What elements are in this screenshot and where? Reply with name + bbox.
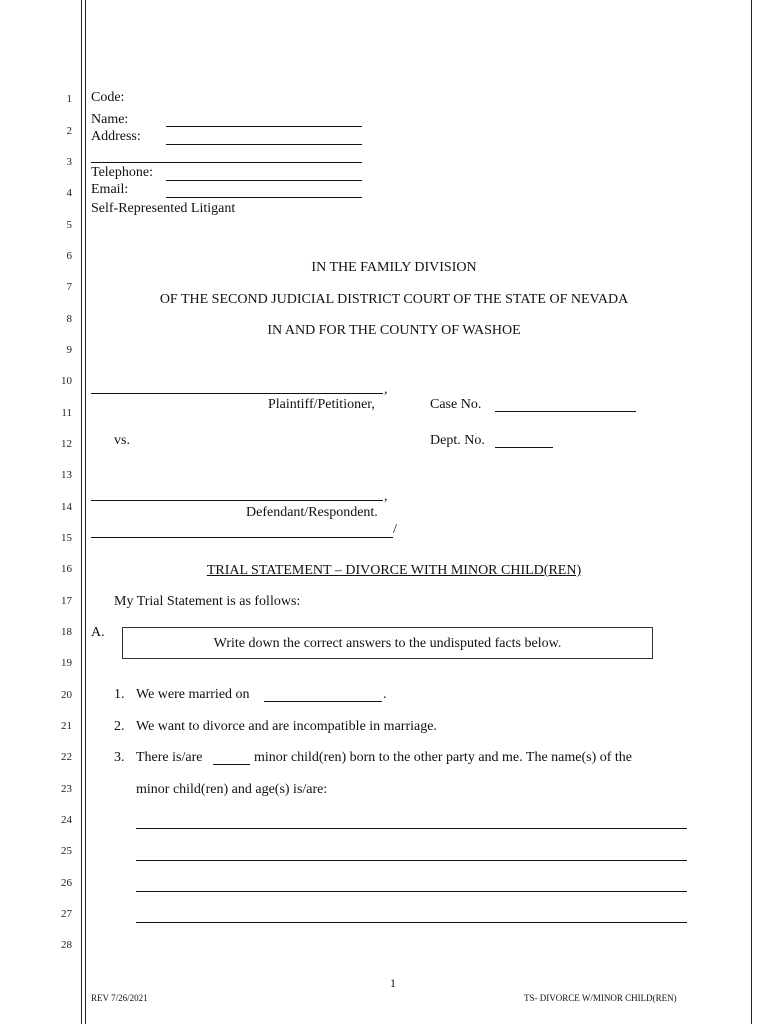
line-number: 28: [61, 939, 72, 951]
line-number: 17: [61, 595, 72, 607]
line-number: 1: [66, 93, 72, 105]
item-3-line-2: minor child(ren) and age(s) is/are:: [136, 782, 328, 797]
email-blank[interactable]: [166, 197, 362, 198]
item-3-text-start: There is/are: [136, 750, 203, 765]
line-number: 3: [66, 156, 72, 168]
item-2-number: 2.: [114, 719, 125, 734]
litigant-label: Self-Represented Litigant: [91, 201, 236, 216]
address-blank[interactable]: [166, 144, 362, 145]
line-number: 27: [61, 908, 72, 920]
plaintiff-comma: ,: [384, 382, 388, 397]
right-margin-rule: [751, 0, 752, 1024]
instruction-box: [122, 627, 653, 659]
line-number: 11: [61, 407, 72, 419]
defendant-label: Defendant/Respondent.: [246, 505, 378, 520]
line-number: 14: [61, 501, 72, 513]
plaintiff-label: Plaintiff/Petitioner,: [268, 397, 375, 412]
line-number: 24: [61, 814, 72, 826]
item-2-text: We want to divorce and are incompatible in marriage.: [136, 719, 437, 734]
line-number: 18: [61, 626, 72, 638]
address-label: Address:: [91, 129, 141, 144]
name-blank[interactable]: [166, 126, 362, 127]
document-title: TRIAL STATEMENT – DIVORCE WITH MINOR CHILD(REN): [206, 563, 582, 578]
item-1-number: 1.: [114, 687, 125, 702]
children-answer-line-2[interactable]: [136, 860, 687, 861]
line-number: 26: [61, 877, 72, 889]
vs-label: vs.: [114, 433, 130, 448]
line-number: 10: [61, 375, 72, 387]
line-number: 5: [66, 219, 72, 231]
item-3-number: 3.: [114, 750, 125, 765]
address-line2-blank[interactable]: [91, 162, 362, 163]
line-number: 20: [61, 689, 72, 701]
telephone-blank[interactable]: [166, 180, 362, 181]
defendant-name-blank[interactable]: [91, 500, 383, 501]
dept-no-blank[interactable]: [495, 447, 553, 448]
line-number: 21: [61, 720, 72, 732]
instruction-text: Write down the correct answers to the undisputed facts below.: [213, 636, 562, 651]
line-number: 22: [61, 751, 72, 763]
name-label: Name:: [91, 112, 129, 127]
line-number: 16: [61, 563, 72, 575]
line-number: 12: [61, 438, 72, 450]
item-1-period: .: [383, 687, 387, 702]
left-margin-rule-inner: [85, 0, 86, 1024]
dept-no-label: Dept. No.: [430, 433, 485, 448]
court-line-2: OF THE SECOND JUDICIAL DISTRICT COURT OF THE STATE OF NEVADA: [159, 292, 629, 307]
intro-text: My Trial Statement is as follows:: [114, 594, 301, 609]
item-1-text: We were married on: [136, 687, 250, 702]
line-number: 4: [66, 187, 72, 199]
children-answer-line-4[interactable]: [136, 922, 687, 923]
caption-slash: /: [393, 522, 397, 537]
children-answer-line-1[interactable]: [136, 828, 687, 829]
line-number: 9: [66, 344, 72, 356]
line-number: 7: [66, 281, 72, 293]
line-number: 19: [61, 657, 72, 669]
children-answer-line-3[interactable]: [136, 891, 687, 892]
defendant-comma: ,: [384, 489, 388, 504]
item-3-text-end: minor child(ren) born to the other party and me. The name(s) of the: [254, 750, 633, 765]
court-line-1: IN THE FAMILY DIVISION: [311, 260, 477, 275]
line-number: 8: [66, 313, 72, 325]
form-id: TS- DIVORCE W/MINOR CHILD(REN): [524, 993, 677, 1003]
line-number: 23: [61, 783, 72, 795]
child-count-blank[interactable]: [213, 764, 250, 765]
caption-closing-line: [91, 537, 393, 538]
line-number: 2: [66, 125, 72, 137]
email-label: Email:: [91, 182, 129, 197]
court-line-3: IN AND FOR THE COUNTY OF WASHOE: [267, 323, 521, 338]
line-number: 6: [66, 250, 72, 262]
line-number: 15: [61, 532, 72, 544]
plaintiff-name-blank[interactable]: [91, 393, 383, 394]
revision-date: REV 7/26/2021: [91, 993, 148, 1003]
case-no-blank[interactable]: [495, 411, 636, 412]
left-margin-rule-outer: [81, 0, 82, 1024]
case-no-label: Case No.: [430, 397, 482, 412]
line-number: 13: [61, 469, 72, 481]
marriage-date-blank[interactable]: [264, 701, 382, 702]
telephone-label: Telephone:: [91, 165, 153, 180]
code-label: Code:: [91, 90, 125, 105]
section-a-label: A.: [91, 625, 105, 640]
line-number: 25: [61, 845, 72, 857]
page-number: 1: [390, 976, 396, 990]
